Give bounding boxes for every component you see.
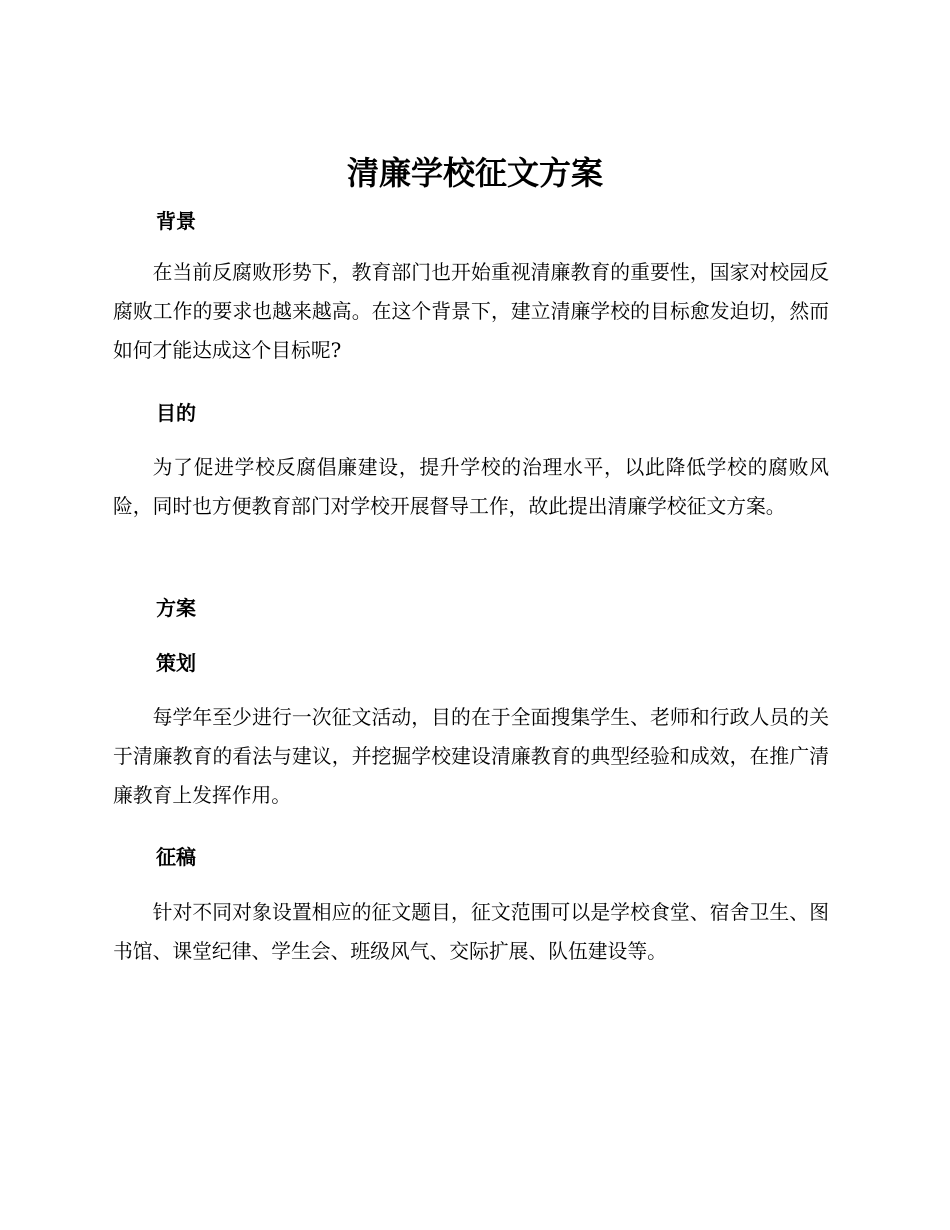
section-text-background: 在当前反腐败形势下，教育部门也开始重视清廉教育的重要性，国家对校园反腐败工作的要求也越来越高。在这个背景下，建立清廉学校的目标愈发迫切，然而如何才能达成这个目标呢? (113, 261, 829, 362)
section-heading-submissions: 征稿 (156, 845, 196, 869)
section-text-planning: 每学年至少进行一次征文活动，目的在于全面搜集学生、老师和行政人员的关于清廉教育的看法与建议，并挖掘学校建设清廉教育的典型经验和成效，在推广清廉教育上发挥作用。 (113, 706, 829, 807)
section-heading-purpose: 目的 (156, 401, 196, 425)
document-title: 清廉学校征文方案 (346, 154, 603, 192)
section-text-submissions: 针对不同对象设置相应的征文题目，征文范围可以是学校食堂、宿舍卫生、图书馆、课堂纪律、学生会、班级风气、交际扩展、队伍建设等。 (113, 901, 829, 963)
section-text-purpose: 为了促进学校反腐倡廉建设，提升学校的治理水平，以此降低学校的腐败风险，同时也方便教育部门对学校开展督导工作，故此提出清廉学校征文方案。 (113, 456, 829, 518)
section-heading-plan: 方案 (156, 596, 196, 620)
section-heading-background: 背景 (156, 209, 196, 233)
section-heading-planning: 策划 (156, 651, 196, 675)
